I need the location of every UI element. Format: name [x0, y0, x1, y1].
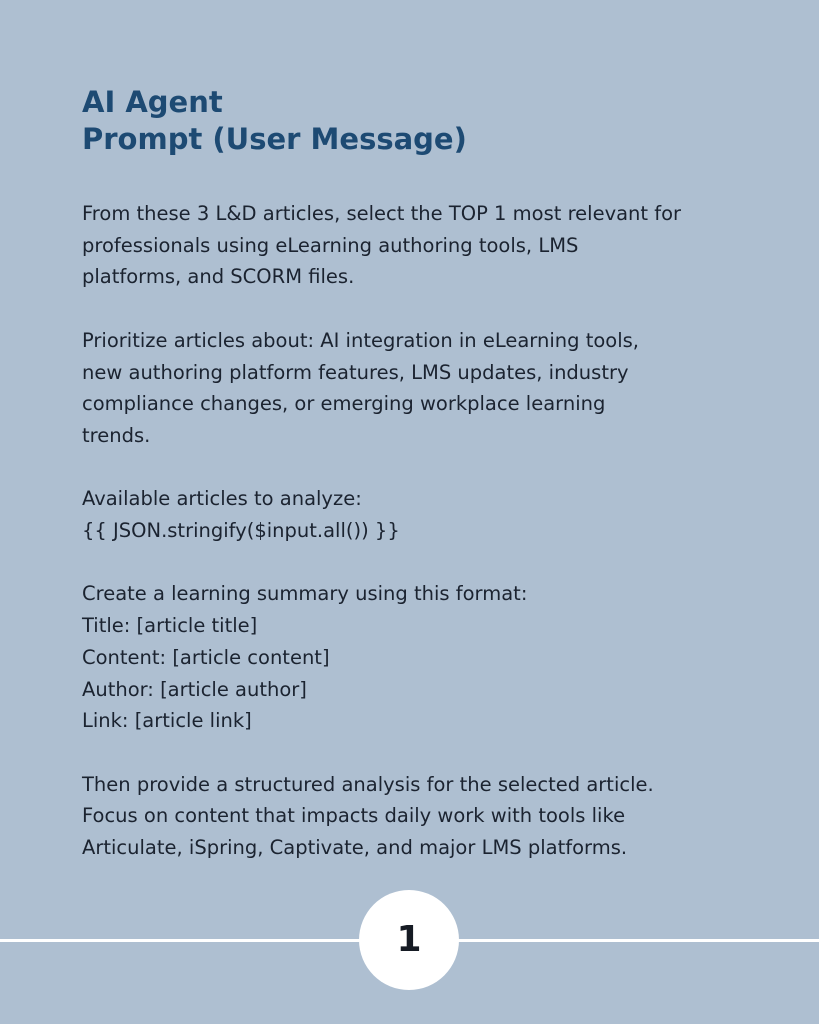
paragraph-gap: [82, 737, 762, 769]
format-link-line: Link: [article link]: [82, 709, 252, 733]
format-content-line: Content: [article content]: [82, 645, 330, 669]
prompt-line: professionals using eLearning authoring tools, LMS: [82, 233, 579, 257]
prompt-line: Then provide a structured analysis for the selected article.: [82, 772, 654, 796]
page-title: [82, 84, 742, 158]
prompt-code-line: {{ JSON.stringify($input.all()) }}: [82, 519, 400, 542]
page-number-badge: [359, 890, 459, 990]
paragraph-gap: [82, 452, 762, 484]
format-author-line: Author: [article author]: [82, 677, 307, 701]
prompt-line: compliance changes, or emerging workplace learning: [82, 392, 606, 416]
prompt-line: trends.: [82, 423, 151, 447]
prompt-line: platforms, and SCORM files.: [82, 265, 355, 289]
title-line-1: AI Agent: [82, 85, 223, 119]
prompt-line: Focus on content that impacts daily work with tools like: [82, 804, 626, 828]
format-title-line: Title: [article title]: [82, 614, 258, 638]
prompt-line: Articulate, iSpring, Captivate, and major LMS platforms.: [82, 836, 628, 859]
prompt-line: Available articles to analyze:: [82, 487, 362, 511]
prompt-line: From these 3 L&D articles, select the TOP 1 most relevant for: [82, 202, 682, 225]
prompt-line: Create a learning summary using this format:: [82, 582, 528, 606]
page-number: 1: [396, 919, 422, 960]
paragraph-gap: [82, 293, 762, 325]
title-line-2: Prompt (User Message): [82, 122, 467, 156]
prompt-line: new authoring platform features, LMS updates, industry: [82, 360, 629, 384]
prompt-line: Prioritize articles about: AI integration in eLearning tools,: [82, 328, 639, 352]
prompt-body: [82, 198, 762, 864]
paragraph-gap: [82, 547, 762, 579]
